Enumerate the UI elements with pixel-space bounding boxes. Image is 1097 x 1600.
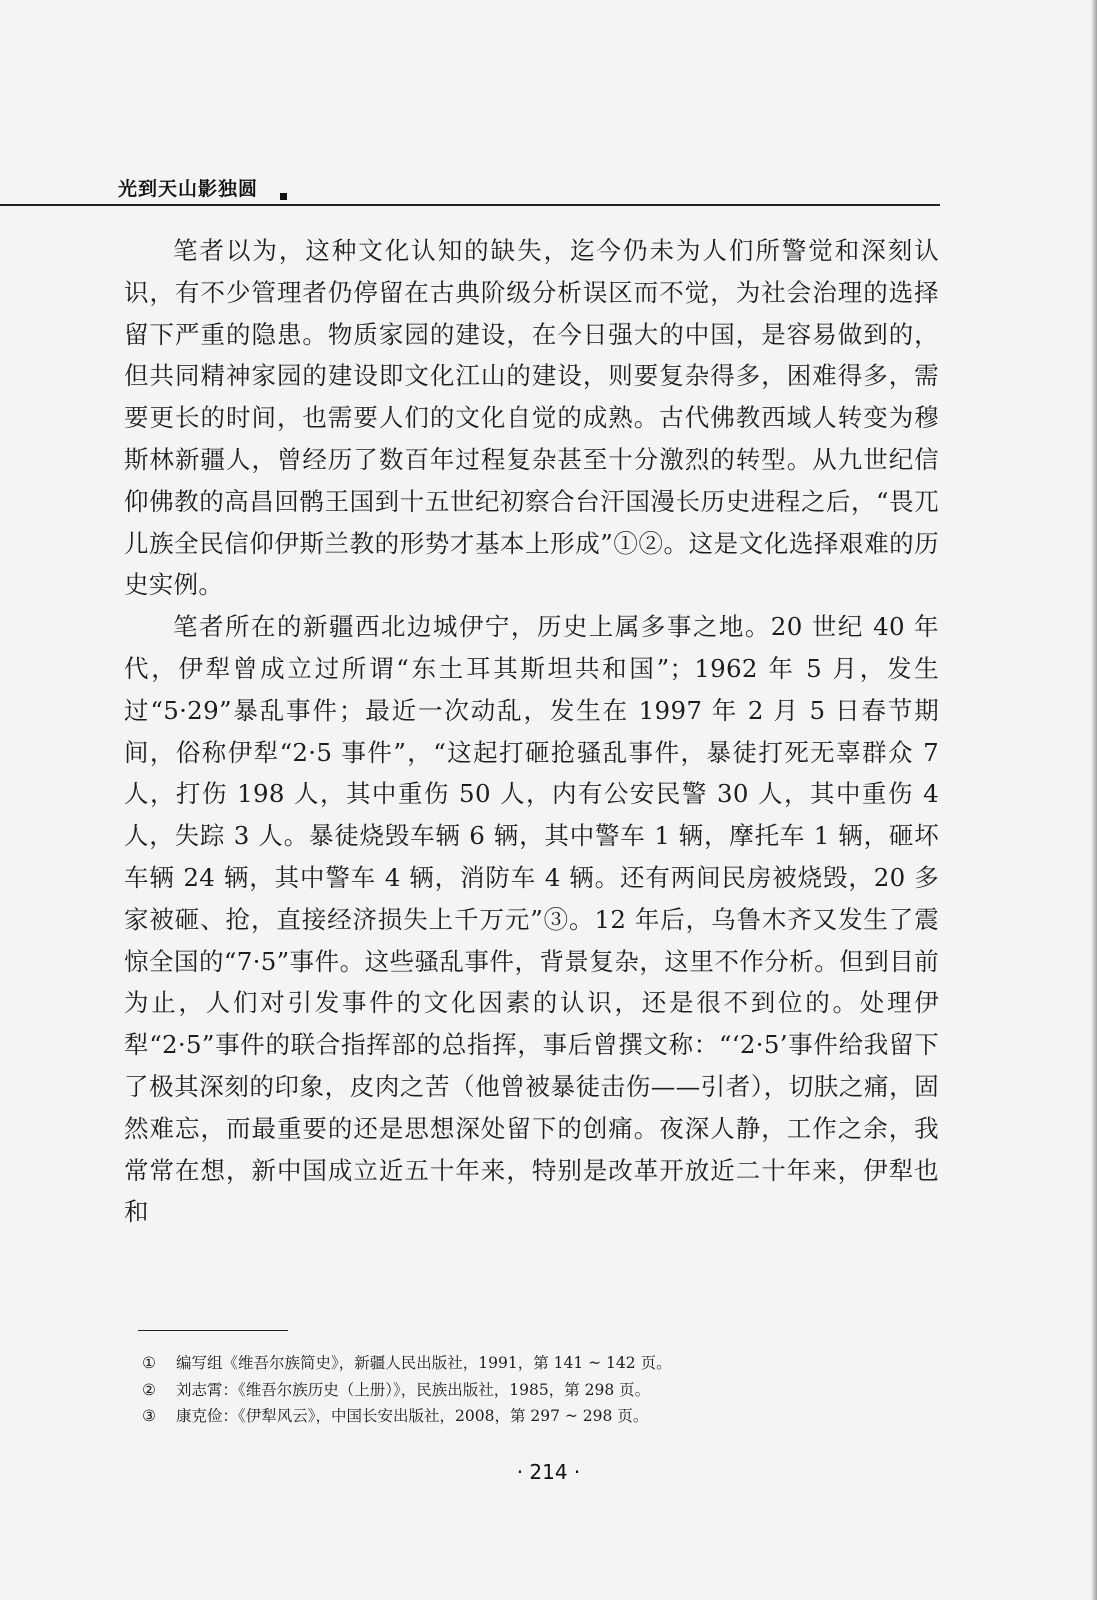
page-edge-shadow xyxy=(1091,0,1097,1600)
footnote-1-mark: ① xyxy=(142,1354,156,1372)
footnote-2 xyxy=(142,1377,896,1404)
footnote-2-text: 刘志霄：《维吾尔族历史（上册）》，民族出版社，1985，第 298 页。 xyxy=(176,1380,651,1399)
header-rule xyxy=(0,204,940,206)
footnote-3-text: 康克俭：《伊犁风云》，中国长安出版社，2008，第 297 ~ 298 页。 xyxy=(176,1407,649,1425)
page-number: · 214 · xyxy=(516,1460,581,1484)
footnote-3-mark: ③ xyxy=(142,1407,156,1425)
running-header-title: 光到天山影独圆 xyxy=(118,178,259,200)
footnote-divider xyxy=(138,1330,288,1331)
footnote-2-mark: ② xyxy=(142,1380,156,1399)
footnote-3 xyxy=(142,1403,896,1430)
footnotes xyxy=(142,1350,896,1430)
footnote-1-text: 编写组《维吾尔族简史》，新疆人民出版社，1991，第 141 ~ 142 页。 xyxy=(176,1354,672,1372)
header-square-mark xyxy=(280,193,287,200)
paragraph-2: 笔者所在的新疆西北边城伊宁，历史上属多事之地。20 世纪 40 年代，伊犁曾成立过所谓“东土耳其斯坦共和国”；1962 年 5 月，发生过“5·29”暴乱事件；最近一次动乱，发生在 1997 年 2 月 5 日春节期间，俗称伊犁“2·5 事件”，“这起打砸抢骚乱事件，暴徒打死无辜群众 7 人，打伤 198 人，其中重伤 50 人，内有公安民警 30 人，其中重伤 4 人，失踪 3 人。暴徒烧毁车辆 6 辆，其中警车 1 辆，摩托车 1 辆，砸坏车辆 24 辆，其中警车 4 辆，消防车 4 辆。还有两间民房被烧毁，20 多家被砸、抢，直接经济损失上千万元”③。12 年后，乌鲁木齐又发生了震惊全国的“7·5”事件。这些骚乱事件，背景复杂，这里不作分析。但到目前为止，人们对引发事件的文化因素的认识，还是很不到位的。处理伊犁“2·5”事件的联合指挥部的总指挥，事后曾撰文称：“‘2·5’事件给我留下了极其深刻的印象，皮肉之苦（他曾被暴徒击伤——引者），切肤之痛，固然难忘，而最重要的还是思想深处留下的创痛。夜深人静，工作之余，我常常在想，新中国成立近五十年来，特别是改革开放近二十年来，伊犁也和 xyxy=(124,612,939,1227)
footnote-1 xyxy=(142,1350,896,1377)
body-text xyxy=(124,230,939,1233)
paragraph-1: 笔者以为，这种文化认知的缺失，迄今仍未为人们所警觉和深刻认识，有不少管理者仍停留在古典阶级分析误区而不觉，为社会治理的选择留下严重的隐患。物质家园的建设，在今日强大的中国，是容易做到的，但共同精神家园的建设即文化江山的建设，则要复杂得多，困难得多，需要更长的时间，也需要人们的文化自觉的成熟。古代佛教西域人转变为穆斯林新疆人，曾经历了数百年过程复杂甚至十分激烈的转型。从九世纪信仰佛教的高昌回鹘王国到十五世纪初察合台汗国漫长历史进程之后，“畏兀儿族全民信仰伊斯兰教的形势才基本上形成”①②。这是文化选择艰难的历史实例。 xyxy=(124,236,939,600)
